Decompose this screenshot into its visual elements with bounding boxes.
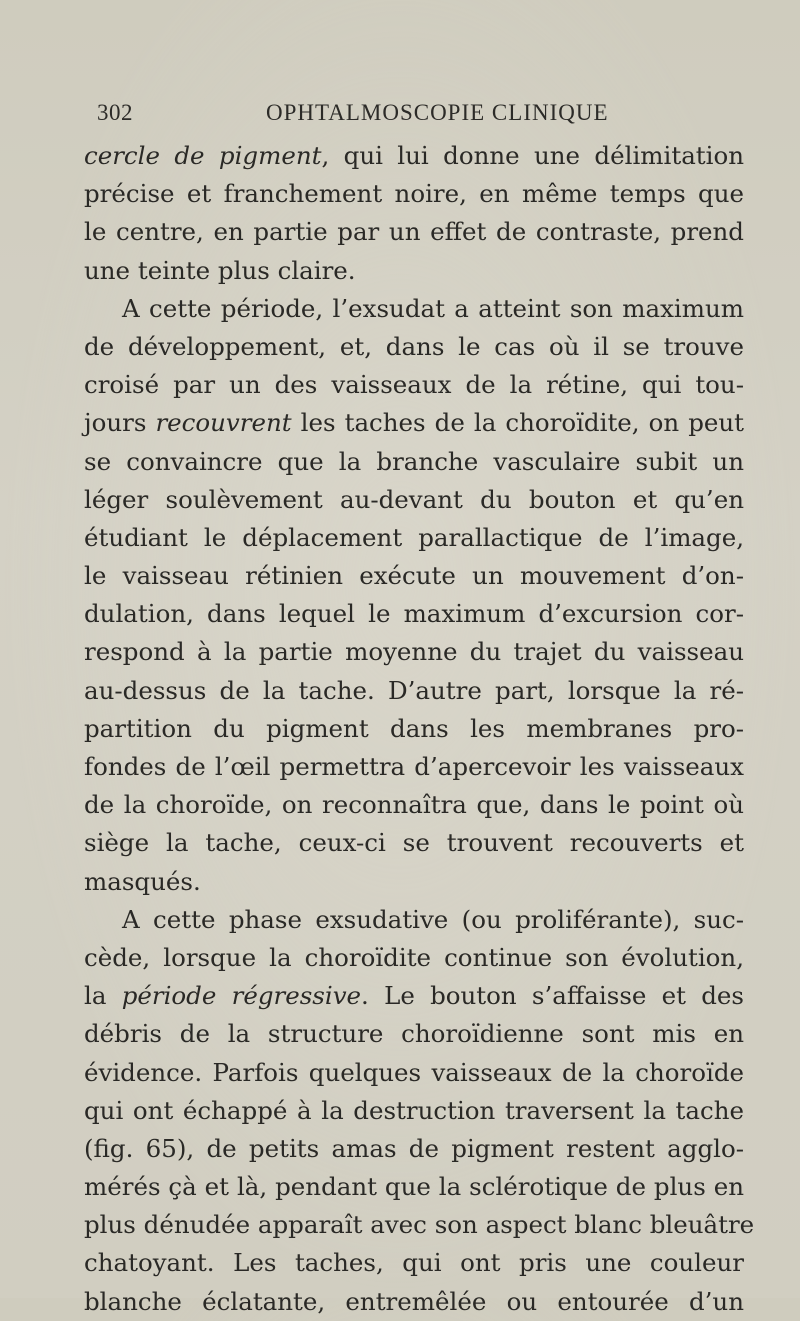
- text-span: A cette phase exsudative (ou proliférante), suc-: [122, 904, 744, 934]
- text-span: mérés çà et là, pendant que la sclérotique de plus en: [84, 1172, 744, 1202]
- text-span: les taches de la choroïdite, on peut: [291, 408, 745, 438]
- text-span: chatoyant. Les taches, qui ont pris une couleur: [84, 1248, 744, 1278]
- text-span: dulation, dans lequel le maximum d’excursion cor-: [84, 599, 744, 629]
- text-span: . Le bouton s’affaisse et des: [361, 981, 744, 1011]
- text-line: [84, 252, 744, 290]
- text-line: [84, 1206, 755, 1244]
- text-span: siège la tache, ceux-ci se trouvent recouverts et: [84, 828, 744, 858]
- text-line: [84, 137, 744, 175]
- text-span: évidence. Parfois quelques vaisseaux de la choroïde: [84, 1057, 744, 1087]
- text-line: [84, 1168, 744, 1206]
- text-line: [84, 557, 744, 595]
- text-span: qui ont échappé à la destruction traversent la tache: [84, 1095, 744, 1125]
- text-line: [84, 175, 744, 213]
- text-line: [84, 1283, 744, 1321]
- running-title: OPHTALMOSCOPIE CLINIQUE: [266, 100, 609, 125]
- text-span: une teinte plus claire.: [84, 255, 356, 285]
- text-line: [84, 213, 744, 251]
- text-span: , qui lui donne une délimitation: [321, 141, 745, 170]
- text-line: [84, 1054, 744, 1092]
- text-span: respond à la partie moyenne du trajet du vaisseau: [84, 637, 744, 667]
- text-line: [84, 1130, 744, 1168]
- text-span: (fig. 65), de petits amas de pigment restent agglo-: [84, 1133, 744, 1163]
- text-line: [84, 404, 744, 442]
- text-line: [84, 290, 744, 328]
- text-span: A cette période, l’exsudat a atteint son maximum: [122, 293, 744, 323]
- text-span: la: [84, 981, 122, 1011]
- italic-text: période régressive: [121, 981, 362, 1011]
- text-line: [84, 672, 744, 710]
- text-span: blanche éclatante, entremêlée ou entourée d’un: [84, 1286, 744, 1316]
- text-span: étudiant le déplacement parallactique de l’image,: [84, 522, 744, 552]
- text-line: [84, 633, 744, 671]
- text-line: [84, 901, 744, 939]
- text-line: [84, 328, 744, 366]
- italic-text: cercle de pigment: [84, 141, 322, 170]
- text-span: le centre, en partie par un effet de contraste, prend: [84, 217, 744, 247]
- text-span: débris de la structure choroïdienne sont mis en: [84, 1019, 744, 1049]
- text-span: jours: [84, 408, 156, 438]
- page-number: 302: [97, 100, 133, 125]
- text-line: [84, 863, 744, 901]
- text-span: partition du pigment dans les membranes pro-: [84, 713, 744, 743]
- text-span: le vaisseau rétinien exécute un mouvement d’on-: [84, 561, 744, 591]
- italic-text: recouvrent: [155, 408, 292, 438]
- text-line: [84, 595, 744, 633]
- text-line: [84, 977, 744, 1015]
- text-line: [84, 1015, 744, 1053]
- text-line: [84, 786, 744, 824]
- text-line: [84, 1244, 744, 1282]
- text-span: de la choroïde, on reconnaîtra que, dans le point où: [84, 790, 744, 820]
- text-span: fondes de l’œil permettra d’apercevoir les vaisseaux: [84, 752, 744, 781]
- text-line: [84, 824, 744, 862]
- text-span: masqués.: [84, 866, 201, 896]
- text-line: [84, 748, 744, 786]
- text-line: [84, 1092, 744, 1130]
- text-span: cède, lorsque la choroïdite continue son évolution,: [84, 942, 744, 972]
- text-span: se convaincre que la branche vasculaire subit un: [84, 446, 744, 476]
- text-span: croisé par un des vaisseaux de la rétine, qui tou-: [84, 370, 744, 400]
- text-span: de développement, et, dans le cas où il se trouve: [84, 331, 744, 361]
- text-line: [84, 519, 744, 557]
- text-span: au-dessus de la tache. D’autre part, lorsque la ré-: [84, 675, 744, 705]
- running-head: [86, 100, 734, 130]
- text-line: [84, 710, 744, 748]
- text-line: [84, 481, 744, 519]
- text-span: précise et franchement noire, en même temps que: [84, 179, 744, 209]
- text-span: plus dénudée apparaît avec son aspect blanc bleuâtre: [84, 1210, 755, 1240]
- text-line: [84, 443, 744, 481]
- text-span: léger soulèvement au-devant du bouton et qu’en: [84, 484, 744, 514]
- text-line: [84, 939, 744, 977]
- text-line: [84, 366, 744, 404]
- body-text: [84, 137, 755, 1321]
